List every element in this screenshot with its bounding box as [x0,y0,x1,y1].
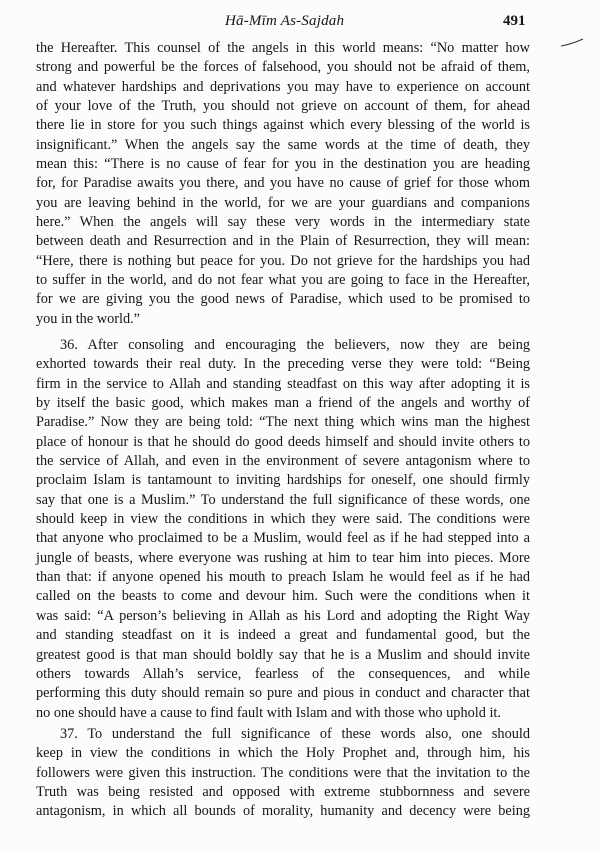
text-line: for we are giving you the good news of Paradise, which used to be promised to [36,291,530,308]
paragraph-note-36 [36,336,530,723]
text-line: between death and Resurrection and in the Plain of Resurrection, they will mean: [36,233,530,250]
text-line: followers were given this instruction. The conditions were that the invitation to the [36,764,530,781]
text-line: antagonism, in which all bounds of morality, humanity and decency were being [36,803,530,820]
text-line: Truth was being resisted and opposed with extreme stubbornness and severe [36,784,530,801]
text-line: and whatever hardships and deprivations you may have to experience on account [36,78,530,95]
text-line: no one should have a cause to find fault with Islam and with those who uphold it. [36,704,501,721]
running-header-title: Hā-Mīm As-Sajdah [225,13,345,29]
text-line: place of honour is that he should do good deeds himself and should invite others to [36,433,530,450]
text-line: “Here, there is nothing but peace for you. Do not grieve for the hardships you had [36,252,530,269]
text-line: Paradise.” Now they are being told: “The next thing which wins man the highest [36,414,530,431]
text-line: 37. To understand the full significance of these words also, one should [60,726,530,742]
paragraph-note-37 [36,725,530,822]
text-line: others towards Allah’s service, fearless of the consequences, and while [36,665,530,682]
text-line: performing this duty should remain so pure and pious in conduct and character that [36,685,530,702]
pen-mark-icon [560,38,584,48]
paragraph-continuation [36,39,530,329]
text-line: of your love of the Truth, you should not grieve on account of them, for ahead [36,98,530,115]
text-line: proclaim Islam is tantamount to inviting hardships for oneself, one should firmly [36,472,530,489]
text-line: the Hereafter. This counsel of the angels in this world means: “No matter how [36,40,530,56]
text-line: exhorted towards their real duty. In the preceding verse they were told: “Being [36,356,530,373]
text-line: and standing steadfast on it is indeed a great and fundamental good, but the [36,627,530,644]
text-line: you are leaving behind in the world, for we are your guardians and companions [36,194,530,211]
text-line: mean this: “There is no cause of fear for you in the destination you are heading [36,156,530,173]
text-line: there lie in store for you such things against which every blessing of the world is [36,117,530,134]
text-line: strong and powerful be the forces of falsehood, you should not be afraid of them, [36,59,530,76]
text-line: the service of Allah, and even in the environment of severe antagonism where to [36,453,530,470]
page-number: 491 [503,13,526,29]
text-line: should keep in view the conditions in which they were said. The conditions were [36,511,530,528]
text-line: jungle of beasts, where everyone was rushing at him to tear him into pieces. More [36,549,530,566]
text-line: to suffer in the world, and do not fear what you are going to face in the Hereafter, [36,272,530,289]
text-line: than that: if anyone opened his mouth to preach Islam he would feel as if he had [36,569,530,586]
text-line: firm in the service to Allah and standing steadfast on this way after adopting it is [36,375,530,392]
text-line: called on the beasts to come and devour him. Such were the conditions when it [36,588,530,605]
text-line: insignificant.” When the angels say the same words at the time of death, they [36,136,530,153]
text-line: by itself the basic good, which makes man a friend of the angels and worthy of [36,395,530,412]
text-line: was said: “A person’s believing in Allah as his Lord and adopting the Right Way [36,607,530,624]
text-line: keep in view the conditions in which the Holy Prophet and, through him, his [36,745,530,762]
text-line: here.” When the angels will say these very words in the intermediary state [36,214,530,231]
text-line: greatest good is that man should boldly say that he is a Muslim and should invite [36,646,530,663]
text-line: you in the world.” [36,310,141,327]
text-line: say that one is a Muslim.” To understand the full significance of these words, one [36,491,530,508]
text-line: for, for Paradise awaits you there, and you have no cause of grief for those whom [36,175,530,192]
text-line: 36. After consoling and encouraging the believers, now they are being [60,337,530,353]
text-line: that anyone who proclaimed to be a Muslim, would feel as if he had stepped into a [36,530,530,547]
